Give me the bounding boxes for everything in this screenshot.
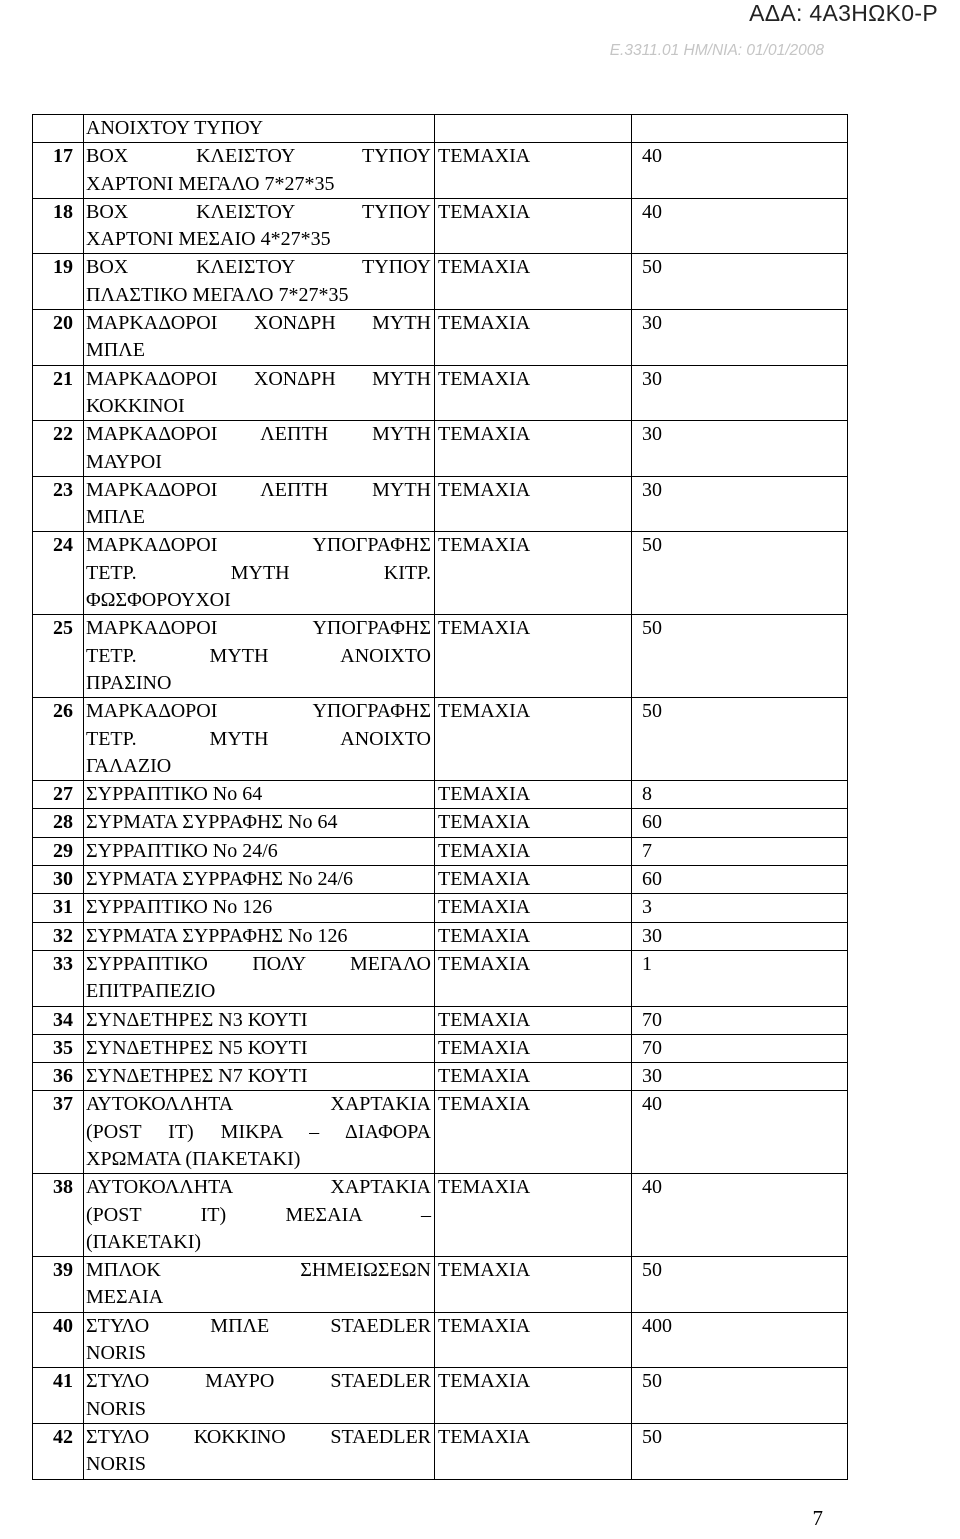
- document-meta: Ε.3311.01 ΗΜ/ΝΙΑ: 01/01/2008: [609, 42, 824, 59]
- item-description-line: ΜΑΡΚΑΔΟΡΟΙ ΥΠΟΓΡΑΦΗΣ: [86, 700, 431, 723]
- item-description-line: BOX ΚΛΕΙΣΤΟΥ ΤΥΠΟΥ: [86, 256, 431, 279]
- item-quantity: 50: [632, 698, 848, 781]
- item-number: 32: [53, 924, 73, 947]
- item-number: 20: [53, 312, 73, 335]
- item-unit: ΤΕΜΑΧΙΑ: [435, 866, 632, 894]
- table-row: [33, 809, 848, 837]
- item-unit: ΤΕΜΑΧΙΑ: [435, 894, 632, 922]
- item-number-cell: [33, 1091, 84, 1174]
- item-description-line: NORIS: [86, 1453, 147, 1476]
- item-description-line: ΤΕΤΡ. ΜΥΤΗ ΑΝΟΙΧΤΟ: [86, 644, 431, 667]
- item-number-cell: [33, 1034, 84, 1062]
- item-number: 28: [53, 811, 73, 834]
- item-unit: ΤΕΜΑΧΙΑ: [435, 1063, 632, 1091]
- item-description-cell: [84, 1257, 435, 1313]
- item-number-cell: [33, 254, 84, 310]
- item-description-cell: [84, 837, 435, 865]
- item-quantity: 50: [632, 532, 848, 615]
- item-unit: ΤΕΜΑΧΙΑ: [435, 809, 632, 837]
- item-number-cell: [33, 922, 84, 950]
- item-description-cell: [84, 615, 435, 698]
- item-description-cell: [84, 1034, 435, 1062]
- item-number-cell: [33, 1063, 84, 1091]
- item-description-line: BOX ΚΛΕΙΣΤΟΥ ΤΥΠΟΥ: [86, 145, 431, 168]
- table-row: [33, 1368, 848, 1424]
- item-quantity: 30: [632, 365, 848, 421]
- item-quantity: 30: [632, 476, 848, 532]
- item-quantity: 50: [632, 1368, 848, 1424]
- item-description-line: ΚΟΚΚΙΝΟΙ: [86, 394, 185, 417]
- item-description-line: ΜΑΡΚΑΔΟΡΟΙ ΛΕΠΤΗ ΜΥΤΗ: [86, 423, 431, 446]
- item-description-line: ΑΥΤΟΚΟΛΛΗΤΑ ΧΑΡΤΑΚΙΑ: [86, 1093, 431, 1116]
- item-number: 29: [53, 839, 73, 862]
- item-unit: ΤΕΜΑΧΙΑ: [435, 837, 632, 865]
- table-row: [33, 310, 848, 366]
- table-row: [33, 894, 848, 922]
- item-unit: ΤΕΜΑΧΙΑ: [435, 1257, 632, 1313]
- item-number-cell: [33, 1423, 84, 1479]
- item-description-line: ΜΑΥΡΟΙ: [86, 450, 162, 473]
- item-number: 41: [53, 1370, 73, 1393]
- item-number: 18: [53, 200, 73, 223]
- item-quantity: 50: [632, 615, 848, 698]
- item-number-cell: [33, 365, 84, 421]
- item-description-cell: [84, 254, 435, 310]
- item-number-cell: [33, 837, 84, 865]
- item-quantity: 40: [632, 1091, 848, 1174]
- item-description-line: ΓΑΛΑΖΙΟ: [86, 754, 172, 777]
- item-description-line: ΣΥΡΡΑΠΤΙΚΟ ΠΟΛΥ ΜΕΓΑΛΟ: [86, 952, 431, 975]
- item-description-cell: [84, 894, 435, 922]
- item-description-line: ΣΥΡΜΑΤΑ ΣΥΡΡΑΦΗΣ Νο 24/6: [86, 868, 354, 891]
- table-row: [33, 1034, 848, 1062]
- item-description-line: (POST IT) ΜΕΣΑΙΑ –: [86, 1203, 431, 1226]
- item-description-cell: [84, 950, 435, 1006]
- item-description-line: (POST IT) ΜΙΚΡΑ – ΔΙΑΦΟΡΑ: [86, 1120, 431, 1143]
- table-row: [33, 365, 848, 421]
- item-description-line: ΣΥΝΔΕΤΗΡΕΣ Ν3 ΚΟΥΤΙ: [86, 1008, 308, 1031]
- item-unit: ΤΕΜΑΧΙΑ: [435, 1312, 632, 1368]
- item-number: 22: [53, 423, 73, 446]
- item-quantity: 50: [632, 1423, 848, 1479]
- item-quantity: 70: [632, 1034, 848, 1062]
- item-number: 31: [53, 896, 73, 919]
- item-description-line: ΜΕΣΑΙΑ: [86, 1286, 164, 1309]
- table-row: [33, 950, 848, 1006]
- items-table: [32, 114, 848, 1480]
- item-description-cell: [84, 1174, 435, 1257]
- item-number-cell: [33, 1174, 84, 1257]
- item-number-cell: [33, 310, 84, 366]
- item-quantity: 7: [632, 837, 848, 865]
- item-description-line: ΧΑΡΤΟΝΙ ΜΕΣΑΙΟ 4*27*35: [86, 228, 331, 251]
- item-number: 35: [53, 1036, 73, 1059]
- item-number-cell: [33, 894, 84, 922]
- item-description-line: ΣΥΡΜΑΤΑ ΣΥΡΡΑΦΗΣ Νο 126: [86, 924, 348, 947]
- item-number-cell: [33, 198, 84, 254]
- item-number: 38: [53, 1176, 73, 1199]
- item-number: 27: [53, 783, 73, 806]
- item-description-line: ΣΤΥΛΟ ΜΑΥΡΟ STAEDLER: [86, 1370, 431, 1393]
- item-description-line: ΕΠΙΤΡΑΠΕΖΙΟ: [86, 980, 216, 1003]
- item-description-line: ΧΑΡΤΟΝΙ ΜΕΓΑΛΟ 7*27*35: [86, 172, 335, 195]
- item-quantity: 30: [632, 922, 848, 950]
- item-description-cell: [84, 698, 435, 781]
- item-description-line: ΜΠΛΟΚ ΣΗΜΕΙΩΣΕΩΝ: [86, 1259, 431, 1282]
- item-quantity: 30: [632, 1063, 848, 1091]
- item-description-cell: [84, 143, 435, 199]
- item-number: 24: [53, 534, 73, 557]
- item-number-cell: [33, 866, 84, 894]
- item-unit: ΤΕΜΑΧΙΑ: [435, 143, 632, 199]
- item-description-cell: [84, 1091, 435, 1174]
- item-description-cell: [84, 866, 435, 894]
- item-number-cell: [33, 115, 84, 143]
- item-quantity: 8: [632, 781, 848, 809]
- table-row: [33, 532, 848, 615]
- item-description-line: ΤΕΤΡ. ΜΥΤΗ ΚΙΤΡ.: [86, 561, 431, 584]
- item-description-line: ΧΡΩΜΑΤΑ (ΠΑΚΕΤΑΚΙ): [86, 1147, 301, 1170]
- item-description-line: ΜΑΡΚΑΔΟΡΟΙ ΥΠΟΓΡΑΦΗΣ: [86, 534, 431, 557]
- item-unit: ΤΕΜΑΧΙΑ: [435, 1091, 632, 1174]
- ada-code: ΑΔΑ: 4Α3ΗΩΚ0-Ρ: [749, 0, 938, 26]
- item-unit: ΤΕΜΑΧΙΑ: [435, 365, 632, 421]
- item-quantity: 60: [632, 866, 848, 894]
- table-row: [33, 254, 848, 310]
- item-unit: ΤΕΜΑΧΙΑ: [435, 476, 632, 532]
- item-description-cell: [84, 115, 435, 143]
- table-row: [33, 421, 848, 477]
- item-number-cell: [33, 781, 84, 809]
- item-unit: ΤΕΜΑΧΙΑ: [435, 950, 632, 1006]
- item-unit: ΤΕΜΑΧΙΑ: [435, 310, 632, 366]
- item-quantity: 30: [632, 421, 848, 477]
- item-description-cell: [84, 476, 435, 532]
- item-description-cell: [84, 198, 435, 254]
- item-unit: ΤΕΜΑΧΙΑ: [435, 698, 632, 781]
- item-number-cell: [33, 1006, 84, 1034]
- item-description-cell: [84, 1368, 435, 1424]
- table-row: [33, 1312, 848, 1368]
- items-table-body: [33, 115, 848, 1480]
- table-row: [33, 143, 848, 199]
- item-number: 40: [53, 1314, 73, 1337]
- table-row: [33, 615, 848, 698]
- item-number-cell: [33, 421, 84, 477]
- item-quantity: 40: [632, 143, 848, 199]
- item-description-line: ΜΑΡΚΑΔΟΡΟΙ ΧΟΝΔΡΗ ΜΥΤΗ: [86, 312, 431, 335]
- item-description-line: ΣΥΡΡΑΠΤΙΚΟ Νο 64: [86, 783, 263, 806]
- item-description-line: ΣΥΡΡΑΠΤΙΚΟ Νο 126: [86, 896, 273, 919]
- item-description-line: ΠΡΑΣΙΝΟ: [86, 671, 172, 694]
- item-number-cell: [33, 615, 84, 698]
- item-description-line: ΤΕΤΡ. ΜΥΤΗ ΑΝΟΙΧΤΟ: [86, 727, 431, 750]
- item-description-line: ΣΤΥΛΟ ΜΠΛΕ STAEDLER: [86, 1314, 431, 1337]
- item-unit: ΤΕΜΑΧΙΑ: [435, 1034, 632, 1062]
- item-number: 23: [53, 478, 73, 501]
- item-unit: ΤΕΜΑΧΙΑ: [435, 922, 632, 950]
- table-row: [33, 1091, 848, 1174]
- item-description-line: ΑΥΤΟΚΟΛΛΗΤΑ ΧΑΡΤΑΚΙΑ: [86, 1176, 431, 1199]
- table-row: [33, 1423, 848, 1479]
- item-description-line: ΣΥΝΔΕΤΗΡΕΣ Ν7 ΚΟΥΤΙ: [86, 1065, 308, 1088]
- item-description-cell: [84, 365, 435, 421]
- item-description-line: ΣΥΡΜΑΤΑ ΣΥΡΡΑΦΗΣ Νο 64: [86, 811, 338, 834]
- item-description-cell: [84, 809, 435, 837]
- item-number-cell: [33, 1368, 84, 1424]
- table-row: [33, 198, 848, 254]
- item-description-line: ΜΑΡΚΑΔΟΡΟΙ ΧΟΝΔΡΗ ΜΥΤΗ: [86, 367, 431, 390]
- item-unit: ΤΕΜΑΧΙΑ: [435, 254, 632, 310]
- item-quantity: 50: [632, 1257, 848, 1313]
- item-unit: ΤΕΜΑΧΙΑ: [435, 198, 632, 254]
- item-description-line: ΦΩΣΦΟΡΟΥΧΟΙ: [86, 589, 231, 612]
- item-number-cell: [33, 809, 84, 837]
- item-number-cell: [33, 698, 84, 781]
- item-unit: ΤΕΜΑΧΙΑ: [435, 1423, 632, 1479]
- item-number: 17: [53, 145, 73, 168]
- item-unit: ΤΕΜΑΧΙΑ: [435, 781, 632, 809]
- item-quantity: 3: [632, 894, 848, 922]
- item-description-cell: [84, 1063, 435, 1091]
- item-description-line: NORIS: [86, 1397, 147, 1420]
- item-number: 26: [53, 700, 73, 723]
- item-number: 19: [53, 256, 73, 279]
- item-number: 21: [53, 367, 73, 390]
- item-quantity: 70: [632, 1006, 848, 1034]
- item-description-cell: [84, 922, 435, 950]
- item-number-cell: [33, 1312, 84, 1368]
- table-row: [33, 1006, 848, 1034]
- item-unit: ΤΕΜΑΧΙΑ: [435, 615, 632, 698]
- table-row: [33, 837, 848, 865]
- table-row: [33, 922, 848, 950]
- item-number: 33: [53, 952, 73, 975]
- item-number: 30: [53, 868, 73, 891]
- item-description-cell: [84, 1423, 435, 1479]
- table-row: [33, 115, 848, 143]
- item-description-line: ΜΠΛΕ: [86, 339, 145, 362]
- item-number-cell: [33, 143, 84, 199]
- item-number: 36: [53, 1065, 73, 1088]
- item-unit: ΤΕΜΑΧΙΑ: [435, 1174, 632, 1257]
- item-description-line: ΣΥΝΔΕΤΗΡΕΣ Ν5 ΚΟΥΤΙ: [86, 1036, 308, 1059]
- item-number-cell: [33, 1257, 84, 1313]
- item-description-line: (ΠΑΚΕΤΑΚΙ): [86, 1230, 202, 1253]
- item-number: 25: [53, 617, 73, 640]
- item-description-line: BOX ΚΛΕΙΣΤΟΥ ΤΥΠΟΥ: [86, 200, 431, 223]
- item-description-line: ΣΥΡΡΑΠΤΙΚΟ Νο 24/6: [86, 839, 278, 862]
- item-quantity: 60: [632, 809, 848, 837]
- item-description-cell: [84, 1312, 435, 1368]
- item-unit: ΤΕΜΑΧΙΑ: [435, 1368, 632, 1424]
- item-description-line: ΠΛΑΣΤΙΚΟ ΜΕΓΑΛΟ 7*27*35: [86, 283, 349, 306]
- table-row: [33, 1174, 848, 1257]
- item-quantity: 30: [632, 310, 848, 366]
- item-quantity: [632, 115, 848, 143]
- item-description-line: ΣΤΥΛΟ ΚΟΚΚΙΝΟ STAEDLER: [86, 1425, 431, 1448]
- item-number: 37: [53, 1093, 73, 1116]
- item-number: 42: [53, 1425, 73, 1448]
- table-row: [33, 866, 848, 894]
- table-row: [33, 1257, 848, 1313]
- item-description-line: ΜΑΡΚΑΔΟΡΟΙ ΥΠΟΓΡΑΦΗΣ: [86, 617, 431, 640]
- item-quantity: 40: [632, 198, 848, 254]
- item-quantity: 50: [632, 254, 848, 310]
- item-quantity: 1: [632, 950, 848, 1006]
- item-description-cell: [84, 310, 435, 366]
- item-description-line: NORIS: [86, 1342, 147, 1365]
- item-description-cell: [84, 781, 435, 809]
- item-number: 34: [53, 1008, 73, 1031]
- page-number: 7: [812, 1506, 823, 1530]
- item-description-line: ΑΝΟΙΧΤΟΥ ΤΥΠΟΥ: [86, 117, 264, 139]
- item-unit: [435, 115, 632, 143]
- item-quantity: 40: [632, 1174, 848, 1257]
- item-unit: ΤΕΜΑΧΙΑ: [435, 532, 632, 615]
- item-number-cell: [33, 476, 84, 532]
- item-description-cell: [84, 1006, 435, 1034]
- item-description-line: ΜΠΛΕ: [86, 506, 145, 529]
- item-description-line: ΜΑΡΚΑΔΟΡΟΙ ΛΕΠΤΗ ΜΥΤΗ: [86, 478, 431, 501]
- table-row: [33, 476, 848, 532]
- item-unit: ΤΕΜΑΧΙΑ: [435, 421, 632, 477]
- item-number: 39: [53, 1259, 73, 1282]
- item-number-cell: [33, 532, 84, 615]
- item-description-cell: [84, 421, 435, 477]
- table-row: [33, 698, 848, 781]
- table-row: [33, 781, 848, 809]
- item-quantity: 400: [632, 1312, 848, 1368]
- item-unit: ΤΕΜΑΧΙΑ: [435, 1006, 632, 1034]
- item-description-cell: [84, 532, 435, 615]
- table-row: [33, 1063, 848, 1091]
- item-number-cell: [33, 950, 84, 1006]
